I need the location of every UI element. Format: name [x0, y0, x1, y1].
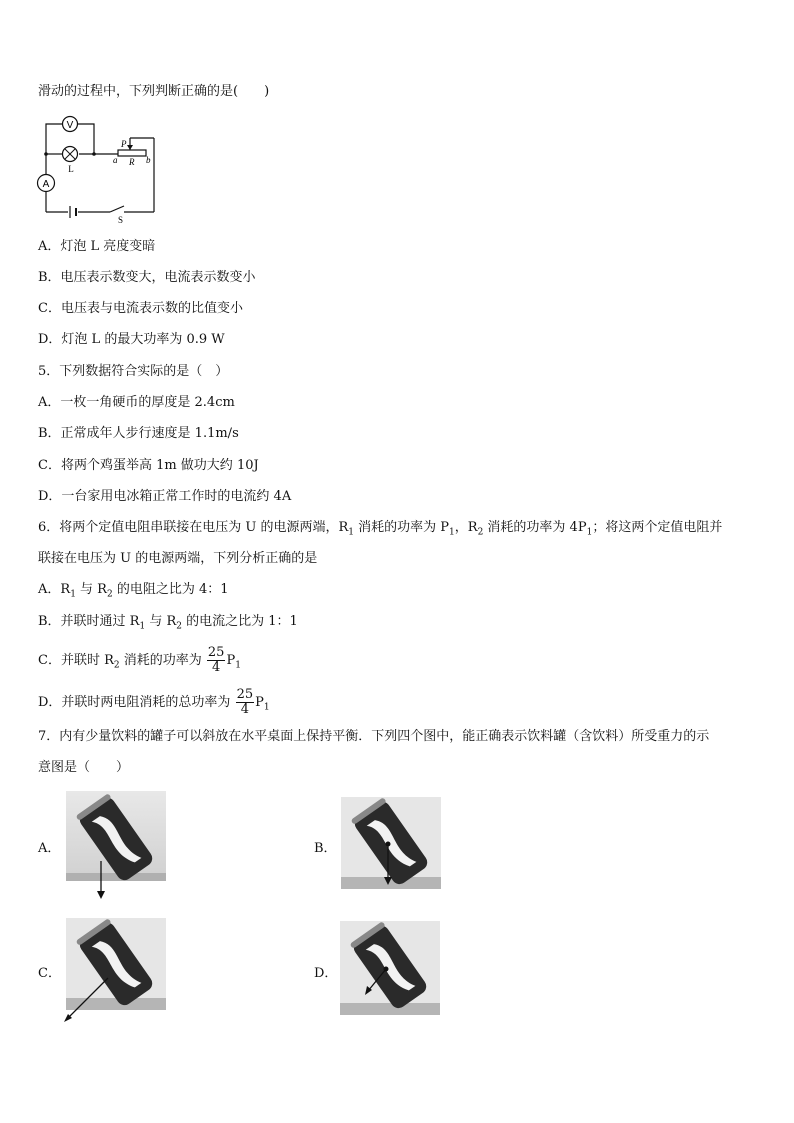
ammeter-symbol	[38, 175, 55, 192]
lamp-label: L	[68, 164, 74, 174]
fraction-25-over-4: $\frac{25}{4}$	[236, 687, 254, 717]
q7-option-d-can-image	[340, 921, 440, 1015]
fraction-25-over-4: $\frac{25}{4}$	[207, 645, 225, 675]
q5-option-d: D．一台家用电冰箱正常工作时的电流约 4A	[38, 489, 292, 504]
q7-option-a-can-image	[66, 791, 166, 903]
voltmeter-label: V	[66, 120, 74, 131]
q6-option-d: D．并联时两电阻消耗的总功率为 $\frac{25}{4}$ $P_1$	[38, 687, 270, 717]
q7-option-d-label: D．	[314, 966, 338, 981]
end-a-label: a	[113, 155, 118, 165]
switch-label: S	[118, 215, 124, 224]
q5-option-b: B．正常成年人步行速度是 1.1m/s	[38, 426, 239, 441]
rheostat-slider	[113, 139, 151, 167]
lamp-symbol	[63, 147, 78, 175]
q6-option-a: A．$R_1$ 与 $R_2$ 的电阻之比为 4：1	[38, 582, 229, 600]
ammeter-label: A	[42, 179, 50, 190]
q6-option-c: C．并联时 $R_2$ 消耗的功率为 $\frac{25}{4}$ $P_1$	[38, 645, 241, 675]
q7-option-c-label: C．	[38, 966, 61, 981]
q4-stem: 滑动的过程中，下列判断正确的是( )	[38, 84, 270, 99]
q4-option-d: D．灯泡 L 的最大功率为 0.9 W	[38, 332, 225, 347]
q6-stem: 6．将两个定值电阻串联接在电压为 U 的电源两端，$R_1$ 消耗的功率为 $P_1$，$R_2$ 消耗的功率为 $4P_1$；将这两个定值电阻并	[38, 520, 723, 538]
q7-option-a-label: A．	[38, 841, 61, 856]
q5-stem: 5．下列数据符合实际的是（ ）	[38, 364, 229, 379]
voltmeter-symbol	[63, 117, 78, 132]
q6-option-b: B．并联时通过 $R_1$ 与 $R_2$ 的电流之比为 1：1	[38, 614, 298, 632]
q6-stem-line2: 联接在电压为 U 的电源两端，下列分析正确的是	[38, 551, 318, 566]
q7-stem-line2: 意图是（ ）	[38, 760, 130, 775]
q4-option-a: A．灯泡 L 亮度变暗	[38, 239, 156, 254]
q4-option-b: B．电压表示数变大，电流表示数变小	[38, 270, 256, 285]
q7-option-b-label: B．	[314, 841, 337, 856]
q7-option-b-can-image	[341, 797, 441, 889]
q7-option-c-can-image	[58, 918, 166, 1026]
q7-stem-line1: 7．内有少量饮料的罐子可以斜放在水平桌面上保持平衡．下列四个图中，能正确表示饮料罐（含饮料）所受重力的示	[38, 729, 710, 744]
resistor-label: R	[129, 157, 135, 167]
end-b-label: b	[146, 155, 151, 165]
q5-option-a: A．一枚一角硬币的厚度是 2.4cm	[38, 395, 235, 410]
q5-option-c: C．将两个鸡蛋举高 1m 做功大约 10J	[38, 458, 259, 473]
q4-option-c: C．电压表与电流表示数的比值变小	[38, 301, 243, 316]
circuit-diagram	[34, 112, 164, 224]
slider-label: P	[121, 139, 127, 149]
